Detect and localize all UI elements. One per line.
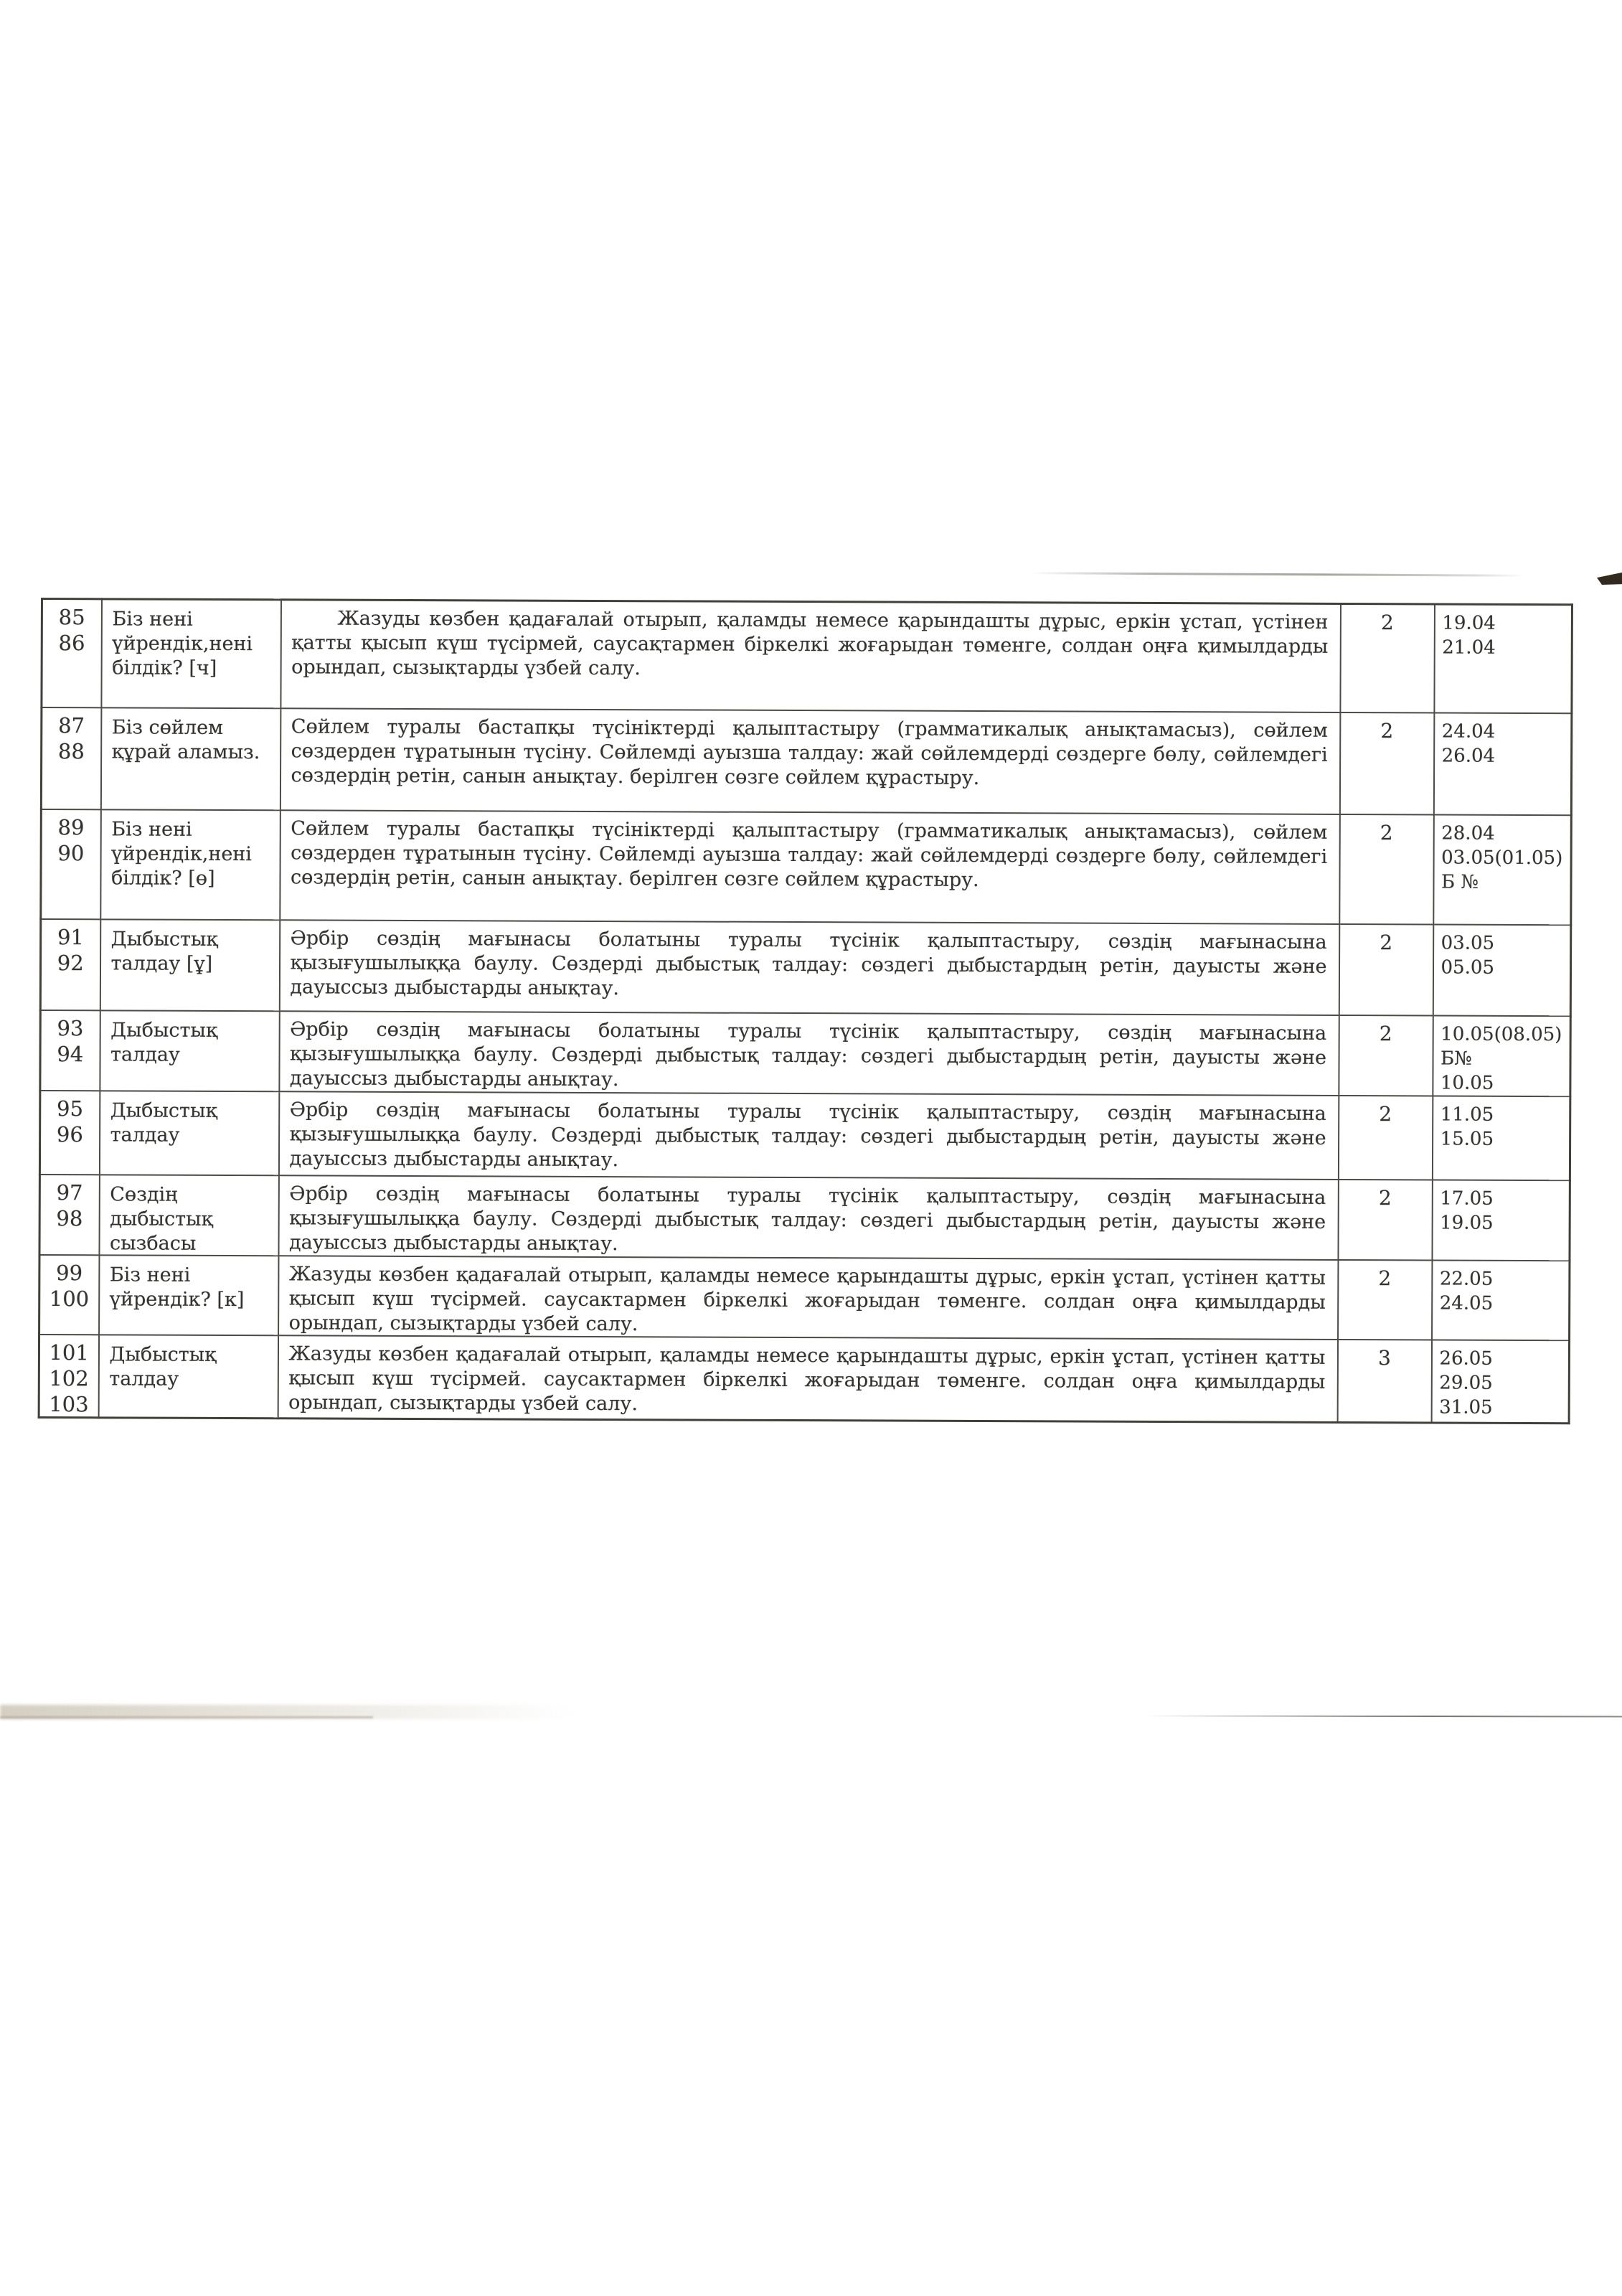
dates-text: 28.04 03.05(01.05) Б № [1441,822,1563,893]
lesson-number-cell [40,1010,100,1091]
topic-text: Сөздің дыбыстық сызбасы [109,1183,214,1255]
hours-cell [1339,924,1433,1016]
hours-cell [1338,1096,1432,1180]
scan-artifact-smudge-line [0,1716,373,1718]
topic-cell [100,707,280,810]
objective-cell [278,1091,1338,1180]
table-row [39,1091,1570,1180]
dates-text: 22.05 24.05 [1439,1268,1494,1314]
dates-text: 11.05 15.05 [1440,1104,1494,1150]
topic-cell [99,1175,278,1256]
lesson-numbers: 87 88 [57,713,85,764]
dates-cell [1433,1015,1570,1096]
topic-text: Біз сөйлем құрай аламыз. [111,716,260,764]
lesson-number-cell [39,1175,99,1255]
hours-cell [1338,1260,1432,1340]
topic-text: Біз нені үйрендік,нені білдік? [ч] [112,608,253,679]
hours-cell [1337,1340,1431,1423]
lesson-number-cell [41,809,101,919]
hours-value: 2 [1380,821,1393,845]
lesson-number-cell [39,1335,98,1418]
objective-cell [278,1256,1338,1340]
lesson-number-cell [40,919,100,1010]
hours-value: 2 [1379,1102,1392,1126]
hours-cell [1339,814,1434,925]
topic-cell [100,809,280,920]
objective-text: Жазуды көзбен қадағалай отырып, қаламды немесе қарындашты дұрыс, еркін ұстап, үстінен қатты қысып күш түсірмей. саусактармен біркелкі жоғарыдан төменге. солдан оңға қимылдарды орындап, сызықтарды үзбей салу. [288,1342,1326,1416]
lesson-number-cell [41,707,101,809]
topic-text: Дыбыстық талдау [110,1019,218,1066]
dates-cell [1434,604,1573,713]
dates-cell [1433,924,1570,1016]
hours-cell [1339,712,1434,815]
topic-cell [100,1010,279,1091]
dates-cell [1432,1096,1570,1180]
objective-text: Сөйлем туралы бастапқы түсініктерді қалыптастыру (грамматикалық анықтамасыз), сөйлем сөздерден тұратынын түсіну. Сөйлемді ауызша талдау: жай сөйлемдерді сөздерге бөлу, сөйлемдегі сөздердің ретін, санын анықтау. берілген сөзге сөйлем құрастыру. [291,715,1328,790]
topic-cell [99,1091,278,1175]
objective-text: Әрбір сөздің мағынасы болатыны туралы түсінік қалыптастыру, сөздің мағынасына қызығушылыққа баулу. Сөздерді дыбыстық талдау: сөздегі дыбыстардың ретін, дауысты және дауыссыз дыбыстарды анықтау. [289,1098,1326,1172]
hours-value: 2 [1378,1266,1392,1291]
table-row [42,599,1573,714]
hours-value: 2 [1378,1186,1392,1210]
objective-text: Жазуды көзбен қадағалай отырып, қаламды немесе қарындашты дұрыс, еркін ұстап, үстінен қатты қысып күш түсірмей, саусақтармен біркелкі жоғарыдан төменге, солдан оңға қимылдарды орындап, сызықтарды үзбей салу. [291,607,1329,680]
lesson-numbers: 99 100 [49,1261,90,1312]
lesson-numbers: 91 92 [57,925,84,976]
topic-cell [100,919,279,1011]
topic-text: Дыбыстық талдау [110,1099,217,1147]
lesson-numbers: 97 98 [56,1180,83,1231]
objective-text: Сөйлем туралы бастапқы түсініктерді қалыптастыру (грамматикалық анықтамасыз), сөйлем сөздерден тұратынын түсіну. Сөйлемді ауызша талдау: жай сөйлемдерді сөздерге бөлу, сөйлемдегі сөздердің ретін, санын анықтау. берілген сөзге сөйлем құрастыру. [290,817,1328,892]
lesson-number-cell [39,1091,99,1175]
table-row [41,707,1572,815]
lesson-numbers: 95 96 [56,1096,84,1147]
dates-text: 19.04 21.04 [1442,612,1496,659]
lesson-numbers: 101 102 103 [49,1340,89,1417]
topic-text: Дыбыстық талдау [ұ] [110,928,218,975]
hours-cell [1340,603,1435,712]
objective-cell [278,1175,1338,1260]
topic-cell [99,1255,278,1335]
topic-cell [98,1335,278,1418]
dates-cell [1431,1340,1569,1423]
lesson-numbers: 85 86 [58,605,85,656]
hours-cell [1338,1180,1432,1261]
objective-cell [280,810,1340,924]
objective-cell [279,920,1339,1015]
table-row [39,1335,1569,1424]
objective-cell [280,708,1340,814]
hours-value: 2 [1380,719,1394,743]
objective-text: Әрбір сөздің мағынасы болатыны туралы түсінік қалыптастыру, сөздің мағынасына қызығушылыққа баулу. Сөздерді дыбыстық талдау: сөздегі дыбыстардың ретін, дауысты және дауыссыз дыбыстарды анықтау. [290,927,1327,1000]
hours-value: 2 [1379,1022,1392,1046]
table-row [39,1255,1570,1340]
dates-cell [1432,1260,1570,1340]
objective-text: Жазуды көзбен қадағалай отырып, қаламды немесе қарындашты дұрыс, еркін ұстап, үстінен қатты қысып күш түсірмей. саусактармен біркелкі жоғарыдан төменге. солдан оңға қимылдарды орындап, сызықтарды үзбей салу. [288,1263,1326,1336]
lesson-numbers: 89 90 [57,815,85,866]
scan-artifact-edge-dash [1597,572,1622,585]
hours-value: 3 [1377,1346,1391,1370]
dates-cell [1433,814,1572,925]
lesson-number-cell [42,599,102,708]
objective-cell [280,600,1341,712]
dates-text: 26.05 29.05 31.05 [1439,1347,1493,1418]
table-row [41,809,1572,925]
scan-artifact-hairline [1144,1716,1622,1718]
lesson-number-cell [39,1255,99,1335]
table-row [40,919,1570,1016]
objective-cell [279,1011,1339,1096]
dates-cell [1432,1180,1570,1261]
lesson-plan-table [38,598,1573,1424]
dates-text: 17.05 19.05 [1440,1187,1494,1234]
topic-text: Біз нені үйрендік,нені білдік? [ө] [110,818,253,890]
objective-cell [278,1335,1337,1422]
table-row [40,1010,1570,1096]
objective-text: Әрбір сөздің мағынасы болатыны туралы түсінік қалыптастыру, сөздің мағынасына қызығушылыққа баулу. Сөздерді дыбыстық талдау: сөздегі дыбыстардың ретін, дауысты және дауыссыз дыбыстарды анықтау. [288,1182,1326,1256]
dates-text: 10.05(08.05) Б№ 10.05 [1440,1023,1562,1094]
dates-text: 03.05 05.05 [1441,932,1495,979]
topic-text: Біз нені үйрендік? [к] [109,1264,245,1312]
hours-value: 2 [1380,931,1393,955]
hours-value: 2 [1380,611,1394,635]
dates-text: 24.04 26.04 [1441,720,1496,767]
table-row [39,1175,1570,1261]
dates-cell [1433,712,1572,815]
scan-artifact-top-line [1029,572,1524,577]
hours-cell [1339,1015,1433,1096]
lesson-numbers: 93 94 [57,1016,84,1067]
topic-text: Дыбыстық талдау [109,1343,217,1391]
objective-text: Әрбір сөздің мағынасы болатыны туралы түсінік қалыптастыру, сөздің мағынасына қызығушылыққа баулу. Сөздерді дыбыстық талдау: сөздегі дыбыстардың ретін, дауысты және дауыссыз дыбыстарды анықтау. [289,1018,1327,1091]
topic-cell [101,599,281,708]
